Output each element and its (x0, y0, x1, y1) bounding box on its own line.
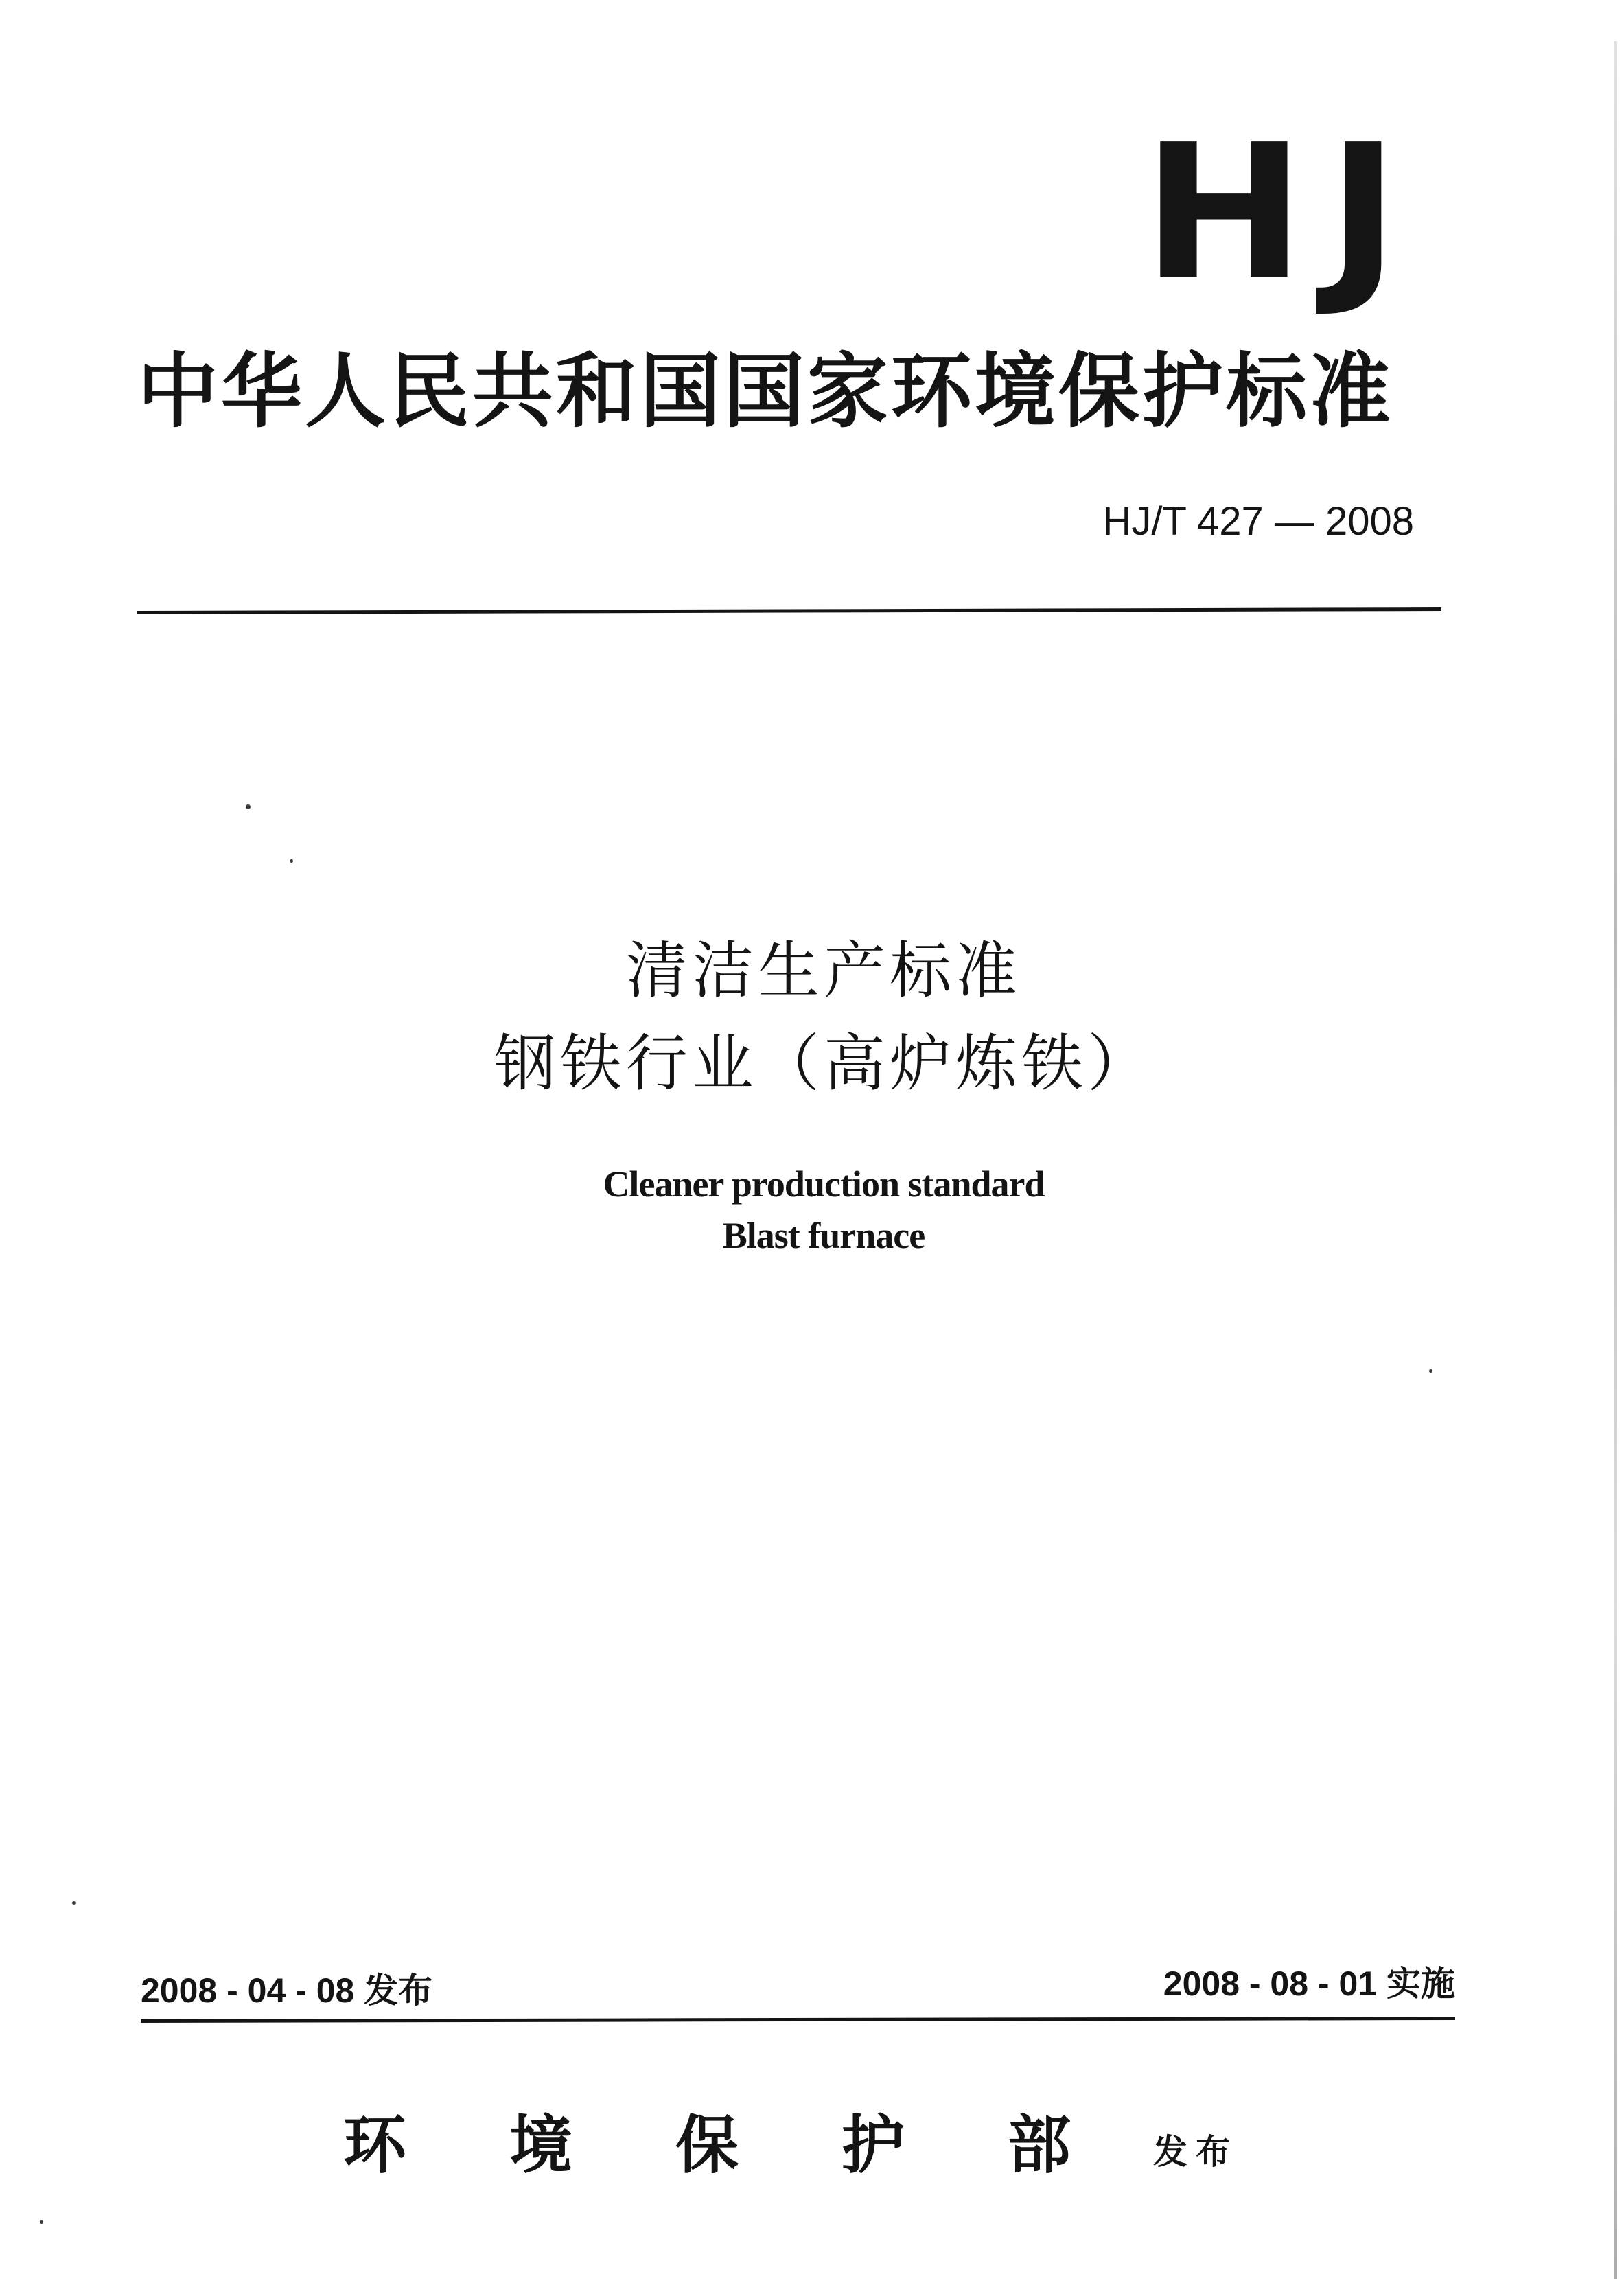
title-chinese-line-1: 清洁生产标准 (626, 935, 1021, 1007)
title-chinese-line-2: 钢铁行业（高炉炼铁） (494, 1028, 1153, 1100)
scan-speck (1429, 1369, 1432, 1373)
scan-speck (72, 1901, 76, 1905)
scan-speck (246, 804, 251, 809)
standard-code: HJ/T 427 — 2008 (1102, 499, 1414, 544)
effective-date: 2008 - 08 - 01 实施 (1163, 1964, 1455, 2003)
scan-speck (290, 859, 293, 863)
scan-edge-artifact (1614, 41, 1617, 2279)
issue-date: 2008 - 04 - 08 发布 (141, 1971, 433, 2010)
title-english-line-1: Cleaner production standard (603, 1163, 1045, 1205)
publisher-suffix: 发布 (1153, 2131, 1238, 2172)
top-divider (137, 607, 1441, 614)
publisher-name: 环境保护部 (343, 2108, 1174, 2182)
standard-logo: HJ (1142, 104, 1421, 321)
title-english-line-2: Blast furnace (722, 1215, 925, 1256)
scan-speck (40, 2220, 43, 2224)
agency-title: 中华人民共和国国家环境保护标准 (137, 344, 1394, 439)
